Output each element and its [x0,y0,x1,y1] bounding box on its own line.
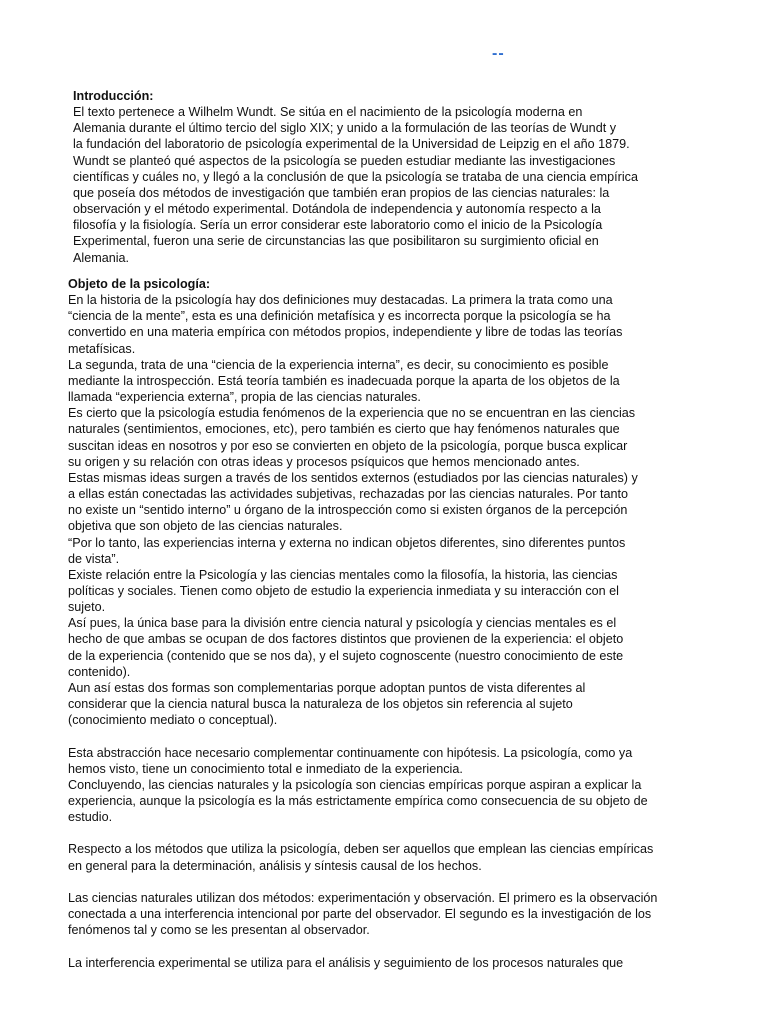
text-line: La interferencia experimental se utiliza para el análisis y seguimiento de los procesos naturales que [68,955,624,970]
text-line: naturales (sentimientos, emociones, etc), pero también es cierto que hay fenómenos naturales que [68,422,620,437]
text-line: contenido). [68,664,131,679]
text-line: Respecto a los métodos que utiliza la psicología, deben ser aquellos que emplean las ciencias empíricas [68,842,654,857]
text-line: científicas y cuáles no, y llegó a la conclusión de que la psicología se trataba de una ciencia empírica [73,169,638,184]
text-line: filosofía y la fisiología. Sería un error considerar este laboratorio como el inicio de la Psicología [73,218,603,233]
metodos-paragraph [68,841,688,873]
text-line: metafísicas. [68,341,136,356]
text-line: experiencia, aunque la psicología es la más estrictamente empírica como consecuencia de su objeto de [68,793,648,808]
text-line: considerar que la ciencia natural busca la naturaleza de los objetos sin referencia al sujeto [68,697,573,712]
objeto-section [68,276,688,971]
text-line: En la historia de la psicología hay dos definiciones muy destacadas. La primera la trata como una [68,293,613,308]
text-line: “Por lo tanto, las experiencias interna y externa no indican objetos diferentes, sino diferentes puntos [68,535,626,550]
intro-body [73,104,673,266]
text-line: Las ciencias naturales utilizan dos métodos: experimentación y observación. El primero es la observación [68,890,658,905]
text-line: Wundt se planteó qué aspectos de la psicología se pueden estudiar mediante las investigaciones [73,153,616,168]
text-line: mediante la introspección. Está teoría también es inadecuada porque la aparta de los objetos de la [68,373,620,388]
objeto-body-1 [68,292,688,728]
text-line: políticas y sociales. Tienen como objeto de estudio la experiencia inmediata y su interacción con el [68,583,619,598]
text-line: convertido en una materia empírica con métodos propios, independiente y libre de todas las teorías [68,325,623,340]
text-line: que poseía dos métodos de investigación que también eran propios de las ciencias naturales: la [73,185,610,200]
intro-section [73,88,673,266]
text-line: estudio. [68,810,113,825]
text-line: Estas mismas ideas surgen a través de los sentidos externos (estudiados por las ciencias naturales) y [68,470,638,485]
text-line: “ciencia de la mente”, esta es una definición metafísica y es incorrecta porque la psicología se ha [68,309,611,324]
text-line: La segunda, trata de una “ciencia de la experiencia interna”, es decir, su conocimiento es posible [68,357,609,372]
text-line: conectada a una interferencia intencional por parte del observador. El segundo es la investigación de los [68,907,652,922]
intro-heading: Introducción: [73,89,154,103]
text-line: suscitan ideas en nosotros y por eso se convierten en objeto de la psicología, porque busca explicar [68,438,628,453]
text-line: El texto pertenece a Wilhelm Wundt. Se sitúa en el nacimiento de la psicología moderna en [73,105,583,120]
text-line: de vista”. [68,551,120,566]
text-line: sujeto. [68,600,106,615]
text-line: a ellas están conectadas las actividades subjetivas, rechazadas por las ciencias naturales. Por tanto [68,487,629,502]
text-line: no existe un “sentido interno” u órgano de la introspección como si existen órganos de la percepción [68,503,628,518]
text-line: Experimental, fueron una serie de circunstancias las que posibilitaron su surgimiento oficial en [73,234,599,249]
text-line: hemos visto, tiene un conocimiento total e inmediato de la experiencia. [68,761,463,776]
text-line: Alemania. [73,250,130,265]
text-line: objetiva que son objeto de las ciencias naturales. [68,519,343,534]
text-line: Así pues, la única base para la división entre ciencia natural y psicología y ciencias mentales es el [68,616,617,631]
text-line: fenómenos tal y como se les presentan al observador. [68,923,370,938]
text-line: llamada “experiencia externa”, propia de las ciencias naturales. [68,390,421,405]
text-line: Concluyendo, las ciencias naturales y la psicología son ciencias empíricas porque aspiran a explicar la [68,777,642,792]
text-line: Alemania durante el último tercio del siglo XIX; y unido a la formulación de las teorías de Wundt y [73,121,616,136]
ciencias-naturales-paragraph [68,890,688,938]
text-line: hecho de que ambas se ocupan de dos factores distintos que provienen de la experiencia: el objeto [68,632,624,647]
text-line: de la experiencia (contenido que se nos da), y el sujeto cognoscente (nuestro conocimiento de este [68,648,624,663]
text-line: Es cierto que la psicología estudia fenómenos de la experiencia que no se encuentran en las ciencias [68,406,636,421]
text-line: Existe relación entre la Psicología y las ciencias mentales como la filosofía, la historia, las ciencias [68,567,618,582]
interferencia-paragraph [68,955,688,971]
text-line: observación y el método experimental. Dotándola de independencia y autonomía respecto a la [73,202,601,217]
header-dash-mark: -- [492,45,505,62]
text-line: la fundación del laboratorio de psicología experimental de la Universidad de Leipzig en el año 1879. [73,137,630,152]
text-line: en general para la determinación, análisis y síntesis causal de los hechos. [68,858,482,873]
text-line: su origen y su relación con otras ideas y procesos psíquicos que hemos mencionado antes. [68,454,580,469]
text-line: Aun así estas dos formas son complementarias porque adoptan puntos de vista diferentes al [68,680,586,695]
objeto-body-2 [68,745,688,826]
objeto-heading: Objeto de la psicología: [68,277,211,291]
text-line: Esta abstracción hace necesario complementar continuamente con hipótesis. La psicología, como ya [68,745,633,760]
text-line: (conocimiento mediato o conceptual). [68,713,278,728]
